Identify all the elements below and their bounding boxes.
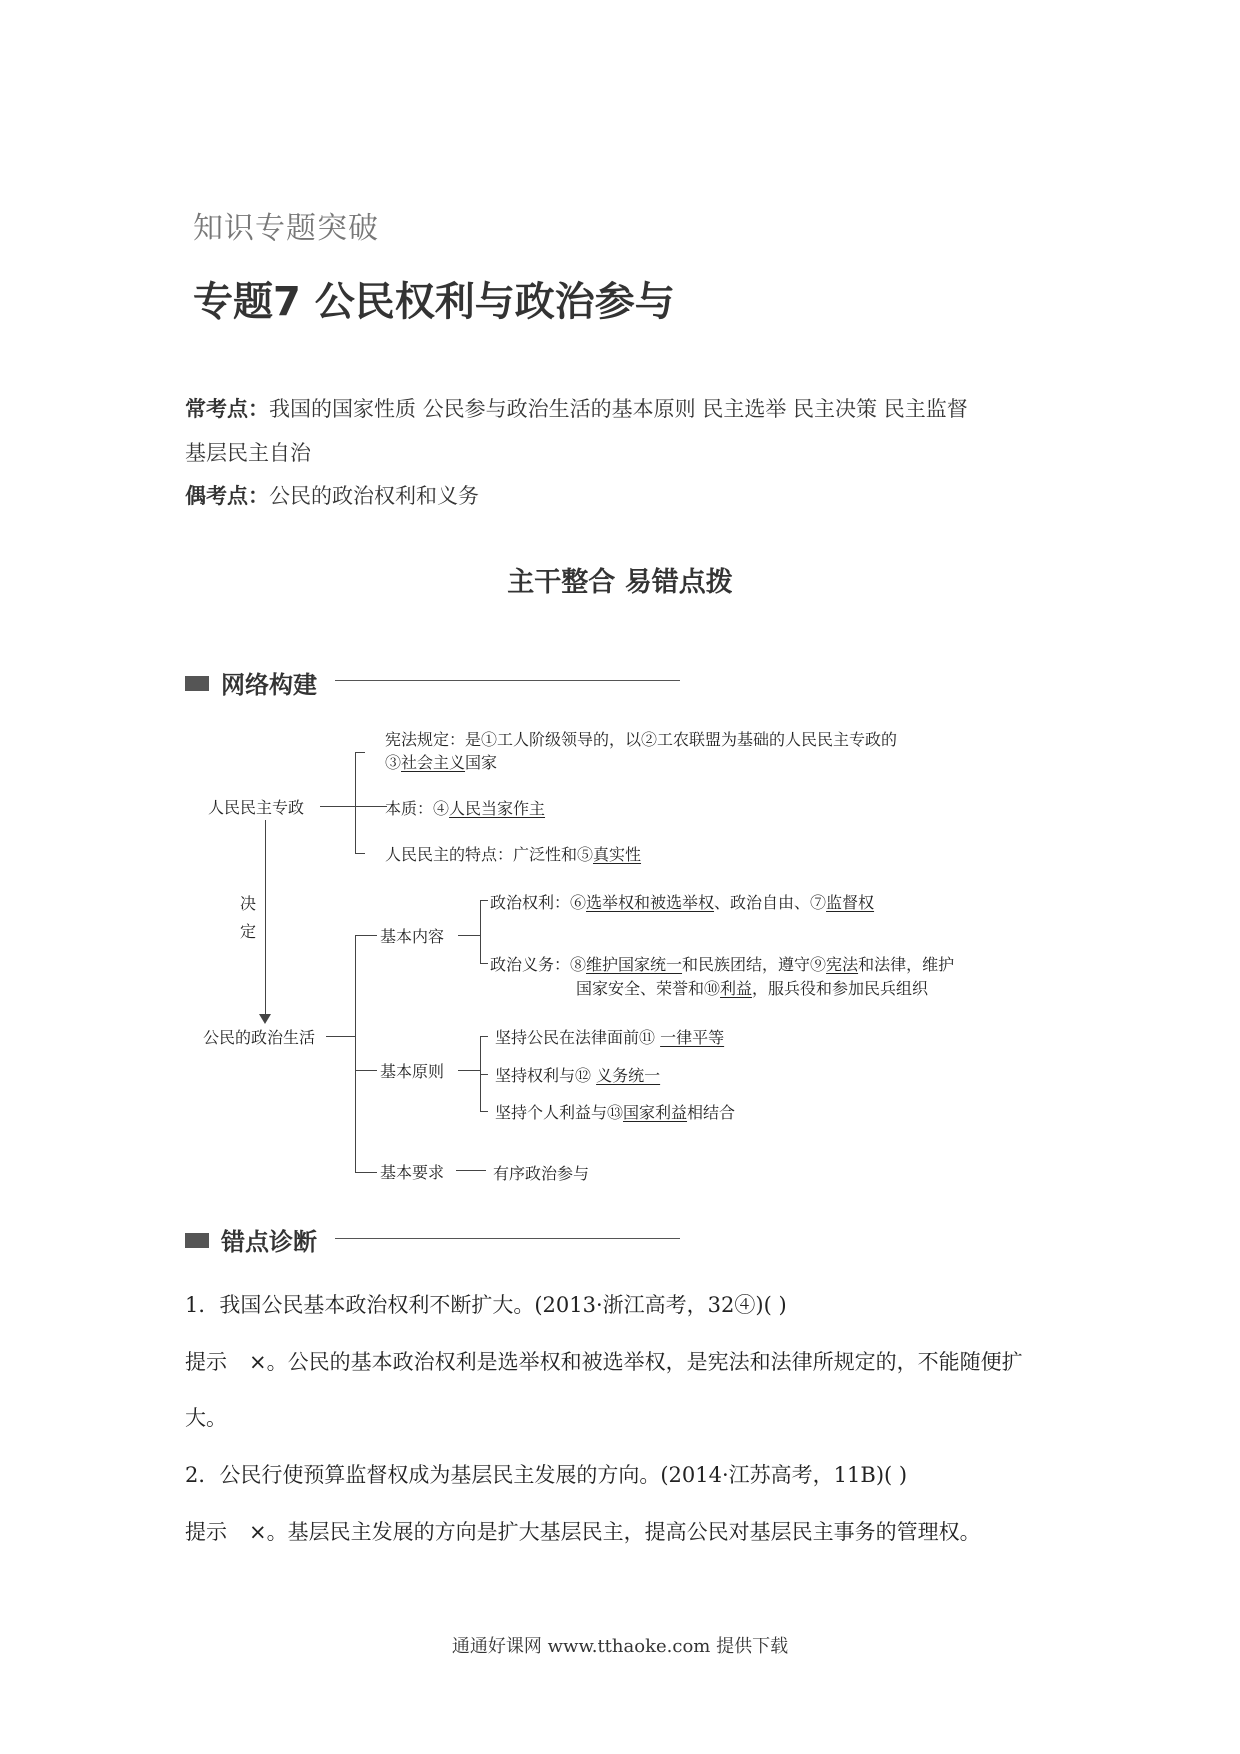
occasional-points	[185, 480, 479, 510]
hint-label: 提示	[185, 1350, 227, 1374]
root-political-life: 公民的政治生活	[203, 1028, 316, 1047]
decide-label: 决定	[240, 894, 257, 941]
question-1: 1．我国公民基本政治权利不断扩大。(2013·浙江高考，32④)( )	[185, 1293, 787, 1317]
decide-arrow-shaft	[265, 820, 266, 1020]
hint-text: ×。基层民主发展的方向是扩大基层民主，提高公民对基层民主事务的管理权。	[249, 1520, 981, 1544]
bracket-line	[355, 935, 356, 1173]
bracket-tick	[480, 900, 488, 901]
section-errors-label: 错点诊断	[221, 1228, 317, 1256]
bracket-tick	[355, 1070, 377, 1071]
frequent-label: 常考点：	[185, 397, 269, 421]
connector-line	[320, 806, 355, 807]
bracket-tick	[480, 963, 488, 964]
bracket-line	[355, 752, 356, 854]
item-constitution-line2: ③社会主义国家	[385, 753, 498, 772]
connector-line	[456, 1170, 486, 1171]
section-network-label: 网络构建	[221, 671, 317, 699]
item-political-duties: 政治义务：⑧维护国家统一和民族团结，遵守⑨宪法和法律，维护	[490, 955, 955, 974]
branch-basic-requirement: 基本要求	[380, 1163, 445, 1182]
connector-line	[458, 1070, 480, 1071]
bracket-tick	[480, 1111, 488, 1112]
bracket-tick	[480, 1074, 488, 1075]
branch-basic-content: 基本内容	[380, 927, 445, 946]
connector-line	[326, 1036, 356, 1037]
bracket-tick	[355, 752, 365, 753]
item-orderly-participation: 有序政治参与	[493, 1164, 590, 1183]
branch-basic-principles: 基本原则	[380, 1062, 445, 1081]
bracket-line	[480, 900, 481, 964]
item-principle-rights-duties: 坚持权利与⑫ 义务统一	[495, 1066, 661, 1085]
hint-1-line2: 大。	[185, 1406, 227, 1430]
root-people-dictatorship: 人民民主专政	[208, 798, 305, 817]
bracket-tick	[355, 1172, 377, 1173]
bracket-tick	[355, 935, 377, 936]
item-political-rights: 政治权利：⑥选举权和被选举权、政治自由、⑦监督权	[490, 893, 875, 912]
bracket-tick	[355, 853, 365, 854]
question-2: 2．公民行使预算监督权成为基层民主发展的方向。(2014·江苏高考，11B)( )	[185, 1463, 908, 1487]
section-network-rule	[335, 680, 680, 681]
document-title: 专题7 公民权利与政治参与	[193, 279, 675, 325]
section-main-heading: 主干整合 易错点拨	[507, 567, 733, 598]
document-subtitle: 知识专题突破	[193, 211, 379, 246]
section-marker-icon	[185, 1233, 209, 1248]
hint-2	[185, 1516, 981, 1546]
item-political-duties-line2: 国家安全、荣誉和⑩利益，服兵役和参加民兵组织	[576, 979, 929, 998]
frequent-points-line2: 基层民主自治	[185, 441, 311, 465]
connector-line	[458, 935, 480, 936]
item-principle-equality: 坚持公民在法律面前⑪ 一律平等	[495, 1028, 725, 1047]
section-marker-icon	[185, 676, 209, 691]
item-features: 人民民主的特点：广泛性和⑤真实性	[385, 845, 642, 864]
frequent-points	[185, 393, 968, 423]
page-footer: 通通好课网 www.tthaoke.com 提供下载	[451, 1636, 789, 1657]
arrow-down-icon	[259, 1014, 271, 1024]
occasional-text: 公民的政治权利和义务	[269, 484, 479, 508]
occasional-label: 偶考点：	[185, 484, 269, 508]
item-essence: 本质：④人民当家作主	[385, 799, 546, 818]
section-network-heading	[185, 665, 317, 700]
item-principle-interests: 坚持个人利益与⑬国家利益相结合	[495, 1103, 736, 1122]
hint-1	[185, 1346, 1023, 1376]
connector-line	[355, 806, 387, 807]
item-constitution: 宪法规定：是①工人阶级领导的，以②工农联盟为基础的人民民主专政的	[385, 730, 898, 749]
section-errors-heading	[185, 1222, 317, 1257]
frequent-text: 我国的国家性质 公民参与政治生活的基本原则 民主选举 民主决策 民主监督	[269, 397, 968, 421]
bracket-tick	[480, 1036, 488, 1037]
hint-text: ×。公民的基本政治权利是选举权和被选举权，是宪法和法律所规定的，不能随便扩	[249, 1350, 1023, 1374]
section-errors-rule	[335, 1238, 680, 1239]
hint-label: 提示	[185, 1520, 227, 1544]
